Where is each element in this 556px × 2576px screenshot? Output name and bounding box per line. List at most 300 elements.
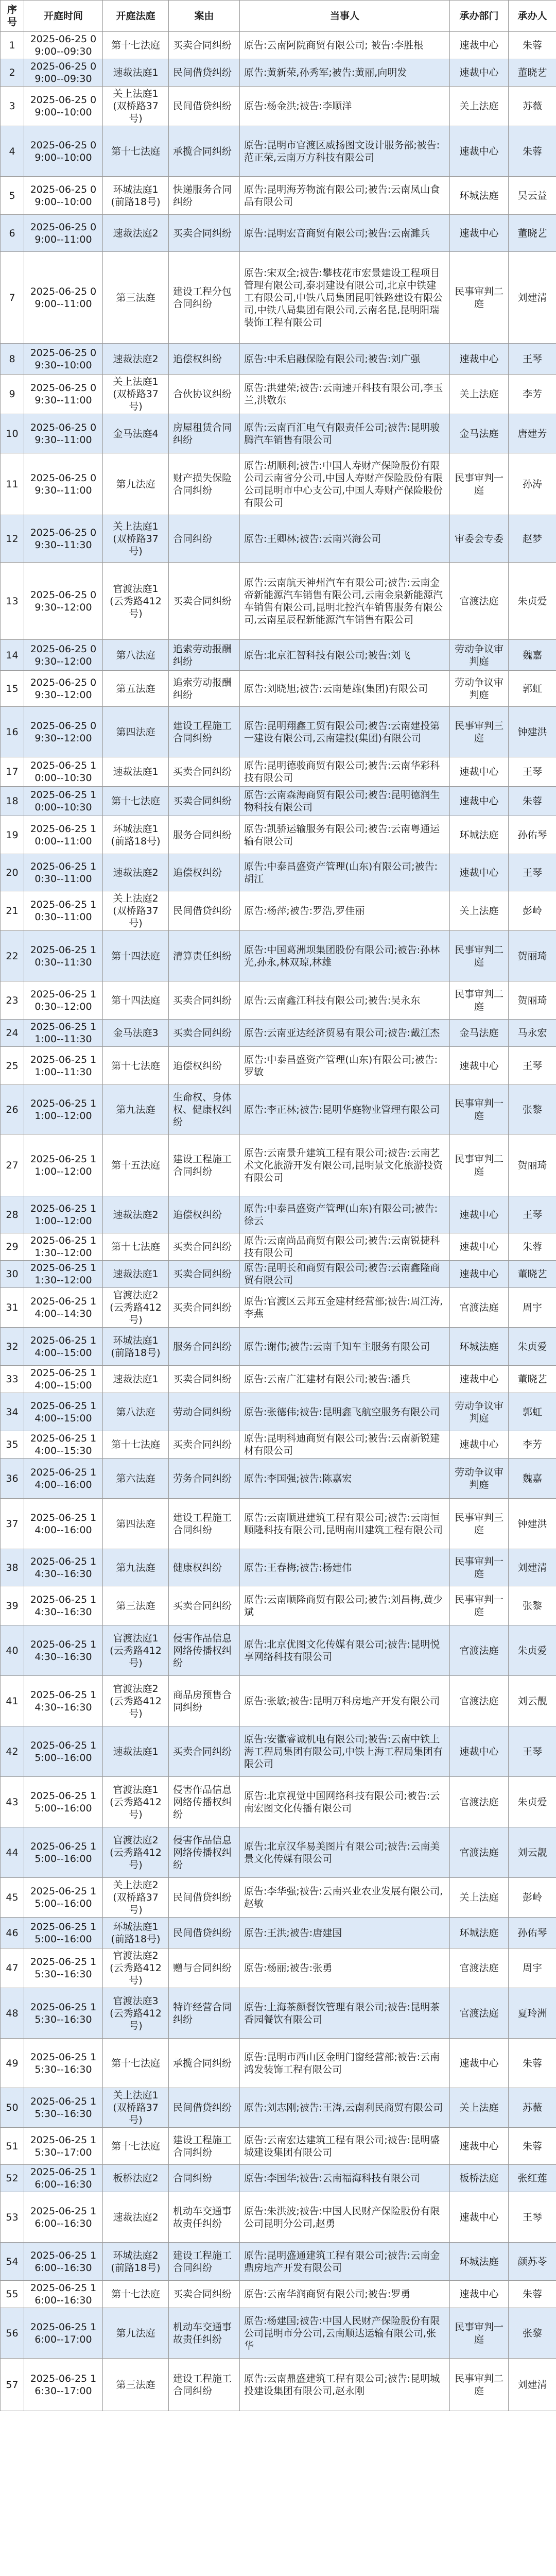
handling-department: 金马法庭 [450, 1020, 509, 1047]
case-index: 36 [1, 1459, 24, 1499]
handling-judge: 李芳 [509, 1431, 556, 1459]
case-index: 33 [1, 1366, 24, 1393]
hearing-time: 2025-06-25 09:00--10:00 [24, 87, 103, 126]
case-cause: 建设工程施工合同纠纷 [169, 2128, 240, 2165]
table-row [1, 1233, 556, 1261]
case-parties: 原告:王春梅;被告:杨建伟 [240, 1549, 450, 1586]
courtroom: 金马法庭4 [103, 414, 169, 453]
case-parties: 原告:云南亚达经济贸易有限公司;被告:戴江杰 [240, 1020, 450, 1047]
case-parties: 原告:北京汇智科技有限公司;被告:刘飞 [240, 640, 450, 671]
table-row [1, 1366, 556, 1393]
courtroom: 第十七法庭 [103, 1431, 169, 1459]
table-row [1, 1777, 556, 1827]
case-cause: 建设工程施工合同纠纷 [169, 707, 240, 757]
handling-department: 民事审判二庭 [450, 981, 509, 1020]
case-cause: 房屋租赁合同纠纷 [169, 414, 240, 453]
case-cause: 劳务合同纠纷 [169, 1459, 240, 1499]
table-row [1, 515, 556, 563]
courtroom: 环城法庭1(前路18号) [103, 816, 169, 854]
handling-judge: 苏薇 [509, 2088, 556, 2128]
handling-department: 关上法庭 [450, 87, 509, 126]
hearing-time: 2025-06-25 14:00--15:00 [24, 1366, 103, 1393]
hearing-time: 2025-06-25 14:00--16:00 [24, 1459, 103, 1499]
hearing-time: 2025-06-25 14:00--15:00 [24, 1393, 103, 1431]
handling-judge: 王琴 [509, 1047, 556, 1085]
case-cause: 建设工程施工合同纠纷 [169, 2243, 240, 2281]
header-cause: 案由 [169, 1, 240, 32]
handling-judge: 李芳 [509, 375, 556, 414]
courtroom: 速裁法庭1 [103, 757, 169, 787]
case-cause: 买卖合同纠纷 [169, 215, 240, 252]
table-row [1, 1549, 556, 1586]
hearing-time: 2025-06-25 10:30--11:00 [24, 891, 103, 931]
courtroom: 第四法庭 [103, 707, 169, 757]
table-row [1, 1261, 556, 1288]
case-parties: 原告:李华强;被告:云南兴业农业发展有限公司,赵敏 [240, 1878, 450, 1918]
handling-judge: 贺丽琦 [509, 931, 556, 981]
handling-judge: 王琴 [509, 854, 556, 891]
case-cause: 民间借贷纠纷 [169, 2088, 240, 2128]
courtroom: 速裁法庭2 [103, 344, 169, 375]
table-row [1, 2359, 556, 2411]
handling-judge: 刘云靓 [509, 1676, 556, 1726]
table-row [1, 1196, 556, 1233]
case-cause: 买卖合同纠纷 [169, 1366, 240, 1393]
courtroom: 官渡法庭1(云秀路412号) [103, 1777, 169, 1827]
case-index: 45 [1, 1878, 24, 1918]
case-parties: 原告:昆明市官渡区威扬图文设计服务部;被告:范正荣,云南万方科技有限公司 [240, 126, 450, 177]
handling-judge: 张黎 [509, 2308, 556, 2359]
case-cause: 买卖合同纠纷 [169, 1233, 240, 1261]
handling-department: 审委会专委 [450, 515, 509, 563]
header-judge: 承办人 [509, 1, 556, 32]
handling-department: 民事审判一庭 [450, 2308, 509, 2359]
hearing-time: 2025-06-25 09:00--10:00 [24, 126, 103, 177]
case-parties: 原告:北京视觉中国网络科技有限公司;被告:云南宏图文化传播有限公司 [240, 1777, 450, 1827]
handling-department: 官渡法庭 [450, 1676, 509, 1726]
case-cause: 财产损失保险合同纠纷 [169, 453, 240, 515]
case-index: 51 [1, 2128, 24, 2165]
case-parties: 原告:张德伟;被告:昆明鑫飞航空服务有限公司 [240, 1393, 450, 1431]
case-parties: 原告:刘晓旭;被告:云南楚雄(集团)有限公司 [240, 671, 450, 707]
handling-judge: 魏嘉 [509, 1459, 556, 1499]
handling-department: 民事审判二庭 [450, 931, 509, 981]
hearing-time: 2025-06-25 11:30--12:00 [24, 1233, 103, 1261]
courtroom: 速裁法庭2 [103, 215, 169, 252]
hearing-time: 2025-06-25 11:00--11:30 [24, 1020, 103, 1047]
case-cause: 健康权纠纷 [169, 1549, 240, 1586]
case-index: 22 [1, 931, 24, 981]
case-cause: 快递服务合同纠纷 [169, 177, 240, 215]
handling-department: 劳动争议审判庭 [450, 671, 509, 707]
table-row [1, 981, 556, 1020]
case-cause: 侵害作品信息网络传播权纠纷 [169, 1625, 240, 1676]
case-parties: 原告:昆明翔鑫工贸有限公司;被告:云南建投第一建设有限公司,云南建投(集团)有限公司 [240, 707, 450, 757]
case-index: 24 [1, 1020, 24, 1047]
courtroom: 速裁法庭2 [103, 2192, 169, 2243]
case-index: 49 [1, 2039, 24, 2088]
case-parties: 原告:张敏;被告:昆明万科房地产开发有限公司 [240, 1676, 450, 1726]
case-parties: 原告:谢伟;被告:云南千知车主服务有限公司 [240, 1328, 450, 1366]
handling-judge: 张黎 [509, 1085, 556, 1134]
handling-department: 关上法庭 [450, 375, 509, 414]
handling-judge: 张黎 [509, 1586, 556, 1625]
table-row [1, 671, 556, 707]
table-row [1, 787, 556, 816]
case-cause: 买卖合同纠纷 [169, 32, 240, 59]
case-parties: 原告:云南顺进建筑工程有限公司;被告:云南恒顺隆科技有限公司,昆明南川建筑工程有限公司 [240, 1499, 450, 1549]
handling-department: 劳动争议审判庭 [450, 1393, 509, 1431]
table-row [1, 177, 556, 215]
table-row [1, 414, 556, 453]
case-cause: 特许经营合同纠纷 [169, 1988, 240, 2039]
handling-judge: 朱贞爱 [509, 563, 556, 640]
handling-judge: 彭岭 [509, 891, 556, 931]
case-cause: 机动车交通事故责任纠纷 [169, 2308, 240, 2359]
handling-judge: 朱蓉 [509, 1233, 556, 1261]
case-index: 28 [1, 1196, 24, 1233]
courtroom: 第十七法庭 [103, 126, 169, 177]
header-parties: 当事人 [240, 1, 450, 32]
case-index: 34 [1, 1393, 24, 1431]
handling-department: 民事审判一庭 [450, 1549, 509, 1586]
table-row [1, 2128, 556, 2165]
case-parties: 原告:昆明市西山区金明门窗经营部;被告:云南鸿发装饰工程有限公司 [240, 2039, 450, 2088]
case-parties: 原告:杨丽;被告:张勇 [240, 1948, 450, 1988]
handling-judge: 苏薇 [509, 87, 556, 126]
handling-judge: 郭虹 [509, 671, 556, 707]
courtroom: 关上法庭2(双桥路37号) [103, 891, 169, 931]
handling-department: 金马法庭 [450, 414, 509, 453]
case-cause: 买卖合同纠纷 [169, 1431, 240, 1459]
handling-judge: 朱蓉 [509, 126, 556, 177]
handling-judge: 朱蓉 [509, 32, 556, 59]
case-cause: 承揽合同纠纷 [169, 2039, 240, 2088]
hearing-time: 2025-06-25 10:00--10:30 [24, 787, 103, 816]
courtroom: 速裁法庭2 [103, 854, 169, 891]
case-index: 25 [1, 1047, 24, 1085]
case-parties: 原告:刘志刚;被告:王涛,云南利民商贸有限公司 [240, 2088, 450, 2128]
courtroom: 第九法庭 [103, 1549, 169, 1586]
handling-department: 速裁中心 [450, 215, 509, 252]
table-row [1, 32, 556, 59]
handling-department: 速裁中心 [450, 1047, 509, 1085]
handling-judge: 朱贞爱 [509, 1777, 556, 1827]
handling-judge: 刘建清 [509, 2359, 556, 2411]
case-parties: 原告:中泰昌盛资产管理(山东)有限公司;被告:罗敏 [240, 1047, 450, 1085]
case-index: 48 [1, 1988, 24, 2039]
hearing-time: 2025-06-25 09:00--09:30 [24, 32, 103, 59]
case-index: 16 [1, 707, 24, 757]
courtroom: 第八法庭 [103, 1393, 169, 1431]
handling-department: 速裁中心 [450, 1726, 509, 1777]
case-cause: 追偿权纠纷 [169, 1196, 240, 1233]
header-index: 序号 [1, 1, 24, 32]
handling-judge: 朱贞爱 [509, 1328, 556, 1366]
courtroom: 关上法庭1(双桥路37号) [103, 375, 169, 414]
hearing-time: 2025-06-25 14:00--14:30 [24, 1288, 103, 1328]
hearing-time: 2025-06-25 15:00--16:00 [24, 1726, 103, 1777]
courtroom: 速裁法庭1 [103, 59, 169, 87]
case-index: 41 [1, 1676, 24, 1726]
hearing-time: 2025-06-25 09:00--11:00 [24, 252, 103, 344]
table-row [1, 707, 556, 757]
courtroom: 关上法庭1(双桥路37号) [103, 2088, 169, 2128]
table-row [1, 215, 556, 252]
case-index: 54 [1, 2243, 24, 2281]
case-cause: 侵害作品信息网络传播权纠纷 [169, 1827, 240, 1878]
table-row [1, 375, 556, 414]
case-index: 38 [1, 1549, 24, 1586]
case-parties: 原告:云南百汇电气有限责任公司;被告:昆明骏腾汽车销售有限公司 [240, 414, 450, 453]
handling-department: 民事审判一庭 [450, 1085, 509, 1134]
handling-judge: 郭虹 [509, 1393, 556, 1431]
case-cause: 建设工程施工合同纠纷 [169, 1134, 240, 1196]
case-index: 39 [1, 1586, 24, 1625]
handling-judge: 董晓艺 [509, 1366, 556, 1393]
case-parties: 原告:宋双全;被告:攀枝花市宏景建设工程项目管理有限公司,泰羽建设有限公司,北京中铁建工有限公司,中铁八局集团昆明铁路建设有限公司,中铁八局集团有限公司,云南名昆,昆明阳瑞装饰工程有限公司 [240, 252, 450, 344]
table-row [1, 1676, 556, 1726]
courtroom: 关上法庭1(双桥路37号) [103, 515, 169, 563]
hearing-time: 2025-06-25 14:30--16:30 [24, 1676, 103, 1726]
case-index: 5 [1, 177, 24, 215]
table-row [1, 252, 556, 344]
handling-department: 速裁中心 [450, 757, 509, 787]
table-row [1, 2243, 556, 2281]
courtroom: 关上法庭2(双桥路37号) [103, 1878, 169, 1918]
case-parties: 原告:云南阿院商贸有限公司; 被告:李胜根 [240, 32, 450, 59]
hearing-time: 2025-06-25 15:00--16:00 [24, 1918, 103, 1948]
hearing-time: 2025-06-25 11:00--11:30 [24, 1047, 103, 1085]
table-row [1, 1134, 556, 1196]
case-cause: 合同纠纷 [169, 2165, 240, 2192]
handling-department: 环城法庭 [450, 1918, 509, 1948]
case-cause: 买卖合同纠纷 [169, 1586, 240, 1625]
courtroom: 官渡法庭2(云秀路412号) [103, 1676, 169, 1726]
table-row [1, 344, 556, 375]
courtroom: 环城法庭1(前路18号) [103, 177, 169, 215]
handling-department: 环城法庭 [450, 1328, 509, 1366]
case-index: 42 [1, 1726, 24, 1777]
case-cause: 民间借贷纠纷 [169, 891, 240, 931]
courtroom: 第九法庭 [103, 1085, 169, 1134]
case-index: 31 [1, 1288, 24, 1328]
handling-department: 速裁中心 [450, 2281, 509, 2308]
case-index: 17 [1, 757, 24, 787]
case-cause: 买卖合同纠纷 [169, 563, 240, 640]
case-parties: 原告:昆明海芳物流有限公司;被告:云南凤山食品有限公司 [240, 177, 450, 215]
table-row [1, 87, 556, 126]
case-cause: 追偿权纠纷 [169, 854, 240, 891]
case-cause: 买卖合同纠纷 [169, 2281, 240, 2308]
hearing-time: 2025-06-25 11:00--12:00 [24, 1134, 103, 1196]
table-row [1, 854, 556, 891]
hearing-time: 2025-06-25 10:30--11:30 [24, 931, 103, 981]
courtroom: 第十七法庭 [103, 1047, 169, 1085]
handling-judge: 魏嘉 [509, 640, 556, 671]
hearing-time: 2025-06-25 11:30--12:00 [24, 1261, 103, 1288]
header-courtroom: 开庭法庭 [103, 1, 169, 32]
case-parties: 原告:杨金洪;被告:李顺洋 [240, 87, 450, 126]
case-cause: 建设工程分包合同纠纷 [169, 252, 240, 344]
hearing-time: 2025-06-25 15:00--16:00 [24, 1827, 103, 1878]
hearing-time: 2025-06-25 09:30--12:00 [24, 671, 103, 707]
case-cause: 民间借贷纠纷 [169, 87, 240, 126]
courtroom: 官渡法庭2(云秀路412号) [103, 1288, 169, 1328]
handling-department: 民事审判三庭 [450, 707, 509, 757]
case-index: 7 [1, 252, 24, 344]
case-parties: 原告:王洪;被告:唐建国 [240, 1918, 450, 1948]
handling-judge: 赵梦 [509, 515, 556, 563]
handling-department: 民事审判三庭 [450, 1499, 509, 1549]
hearing-time: 2025-06-25 15:00--16:00 [24, 1777, 103, 1827]
case-cause: 追偿权纠纷 [169, 344, 240, 375]
case-parties: 原告:王卿林;被告:云南兴海公司 [240, 515, 450, 563]
table-row [1, 563, 556, 640]
case-parties: 原告:杨建国;被告:中国人民财产保险股份有限公司昆明市分公司,云南顺达运输有限公司,张华 [240, 2308, 450, 2359]
case-index: 10 [1, 414, 24, 453]
handling-judge: 马永宏 [509, 1020, 556, 1047]
case-cause: 追偿权纠纷 [169, 1047, 240, 1085]
courtroom: 速裁法庭2 [103, 1196, 169, 1233]
hearing-time: 2025-06-25 10:00--11:00 [24, 816, 103, 854]
case-parties: 原告:云南鑫江科技有限公司;被告:吴永东 [240, 981, 450, 1020]
handling-judge: 贺丽琦 [509, 1134, 556, 1196]
case-cause: 赠与合同纠纷 [169, 1948, 240, 1988]
header-department: 承办部门 [450, 1, 509, 32]
handling-department: 速裁中心 [450, 787, 509, 816]
handling-department: 民事审判二庭 [450, 252, 509, 344]
handling-department: 环城法庭 [450, 177, 509, 215]
handling-department: 速裁中心 [450, 344, 509, 375]
handling-department: 板桥法庭 [450, 2165, 509, 2192]
table-row [1, 453, 556, 515]
case-parties: 原告:云南宏达建筑工程有限公司;被告:昆明盛城建设集团有限公司 [240, 2128, 450, 2165]
case-index: 40 [1, 1625, 24, 1676]
case-index: 32 [1, 1328, 24, 1366]
case-index: 4 [1, 126, 24, 177]
handling-department: 速裁中心 [450, 32, 509, 59]
handling-judge: 夏玲洲 [509, 1988, 556, 2039]
case-index: 35 [1, 1431, 24, 1459]
handling-department: 环城法庭 [450, 816, 509, 854]
case-parties: 原告:朱洪波;被告:中国人民财产保险股份有限公司昆明分公司,赵勇 [240, 2192, 450, 2243]
case-parties: 原告:云南顺隆商贸有限公司;被告:刘昌梅,黄少斌 [240, 1586, 450, 1625]
handling-judge: 钟建洪 [509, 1499, 556, 1549]
handling-department: 速裁中心 [450, 1261, 509, 1288]
case-index: 50 [1, 2088, 24, 2128]
case-parties: 原告:凯骄运输服务有限公司;被告:云南粤通运输有限公司 [240, 816, 450, 854]
table-row [1, 1085, 556, 1134]
table-row [1, 2039, 556, 2088]
hearing-time: 2025-06-25 15:30--16:30 [24, 1948, 103, 1988]
case-cause: 商品房预售合同纠纷 [169, 1676, 240, 1726]
courtroom: 第三法庭 [103, 2359, 169, 2411]
case-parties: 原告:中泰昌盛资产管理(山东)有限公司;被告:徐云 [240, 1196, 450, 1233]
case-index: 3 [1, 87, 24, 126]
courtroom: 板桥法庭2 [103, 2165, 169, 2192]
handling-department: 官渡法庭 [450, 563, 509, 640]
table-row [1, 1020, 556, 1047]
table-row [1, 816, 556, 854]
handling-department: 民事审判一庭 [450, 1586, 509, 1625]
table-row [1, 1827, 556, 1878]
courtroom: 速裁法庭1 [103, 1726, 169, 1777]
table-row [1, 2308, 556, 2359]
handling-department: 关上法庭 [450, 891, 509, 931]
case-parties: 原告:李国强;被告:陈嘉宏 [240, 1459, 450, 1499]
handling-department: 速裁中心 [450, 1366, 509, 1393]
hearing-time: 2025-06-25 14:30--16:30 [24, 1586, 103, 1625]
handling-judge: 孙涛 [509, 453, 556, 515]
case-parties: 原告:胡顺利;被告:中国人寿财产保险股份有限公司云南省分公司,中国人寿财产保险股份有限公司昆明市中心支公司,中国人寿财产保险股份有限公司 [240, 453, 450, 515]
case-parties: 原告:昆明德骏商贸有限公司;被告:云南华彩科技有限公司 [240, 757, 450, 787]
case-index: 8 [1, 344, 24, 375]
case-cause: 机动车交通事故责任纠纷 [169, 2192, 240, 2243]
case-cause: 民间借贷纠纷 [169, 1878, 240, 1918]
case-cause: 民间借贷纠纷 [169, 59, 240, 87]
handling-department: 速裁中心 [450, 2192, 509, 2243]
courtroom: 官渡法庭1(云秀路412号) [103, 1625, 169, 1676]
case-parties: 原告:云南鼎盛建筑工程有限公司;被告:昆明城投建设集团有限公司,赵永刚 [240, 2359, 450, 2411]
case-cause: 清算责任纠纷 [169, 931, 240, 981]
table-row [1, 1431, 556, 1459]
hearing-time: 2025-06-25 14:00--15:00 [24, 1328, 103, 1366]
case-index: 53 [1, 2192, 24, 2243]
hearing-time: 2025-06-25 09:00--11:00 [24, 215, 103, 252]
case-index: 1 [1, 32, 24, 59]
hearing-time: 2025-06-25 09:30--10:00 [24, 344, 103, 375]
courtroom: 环城法庭1(前路18号) [103, 1918, 169, 1948]
courtroom: 第八法庭 [103, 640, 169, 671]
case-index: 20 [1, 854, 24, 891]
handling-department: 速裁中心 [450, 1233, 509, 1261]
hearing-time: 2025-06-25 14:00--15:30 [24, 1431, 103, 1459]
hearing-time: 2025-06-25 10:00--10:30 [24, 757, 103, 787]
hearing-time: 2025-06-25 09:00--09:30 [24, 59, 103, 87]
case-parties: 原告:云南尚品商贸有限公司;被告:云南锐捷科技有限公司 [240, 1233, 450, 1261]
case-cause: 建设工程施工合同纠纷 [169, 1499, 240, 1549]
case-index: 46 [1, 1918, 24, 1948]
table-row [1, 1625, 556, 1676]
handling-department: 官渡法庭 [450, 1827, 509, 1878]
case-index: 14 [1, 640, 24, 671]
case-parties: 原告:北京优图文化传媒有限公司;被告:昆明悦享网络科技有限公司 [240, 1625, 450, 1676]
handling-judge: 王琴 [509, 757, 556, 787]
case-index: 52 [1, 2165, 24, 2192]
case-index: 15 [1, 671, 24, 707]
case-cause: 侵害作品信息网络传播权纠纷 [169, 1777, 240, 1827]
handling-judge: 王琴 [509, 1196, 556, 1233]
handling-judge: 周宇 [509, 1288, 556, 1328]
table-row [1, 1726, 556, 1777]
case-index: 26 [1, 1085, 24, 1134]
hearing-time: 2025-06-25 09:30--12:00 [24, 640, 103, 671]
courtroom: 第六法庭 [103, 1459, 169, 1499]
courtroom: 速裁法庭1 [103, 1366, 169, 1393]
case-parties: 原告:昆明宏音商贸有限公司;被告:云南濉兵 [240, 215, 450, 252]
hearing-time: 2025-06-25 10:30--12:00 [24, 981, 103, 1020]
courtroom: 第十七法庭 [103, 787, 169, 816]
case-parties: 原告:洪建荣;被告:云南速开科技有限公司,李玉兰,洪敬东 [240, 375, 450, 414]
case-cause: 劳动合同纠纷 [169, 1393, 240, 1431]
handling-judge: 钟建洪 [509, 707, 556, 757]
handling-judge: 颜苏苓 [509, 2243, 556, 2281]
case-cause: 买卖合同纠纷 [169, 1020, 240, 1047]
courtroom: 官渡法庭2(云秀路412号) [103, 1827, 169, 1878]
courtroom: 第十四法庭 [103, 981, 169, 1020]
header-time: 开庭时间 [24, 1, 103, 32]
